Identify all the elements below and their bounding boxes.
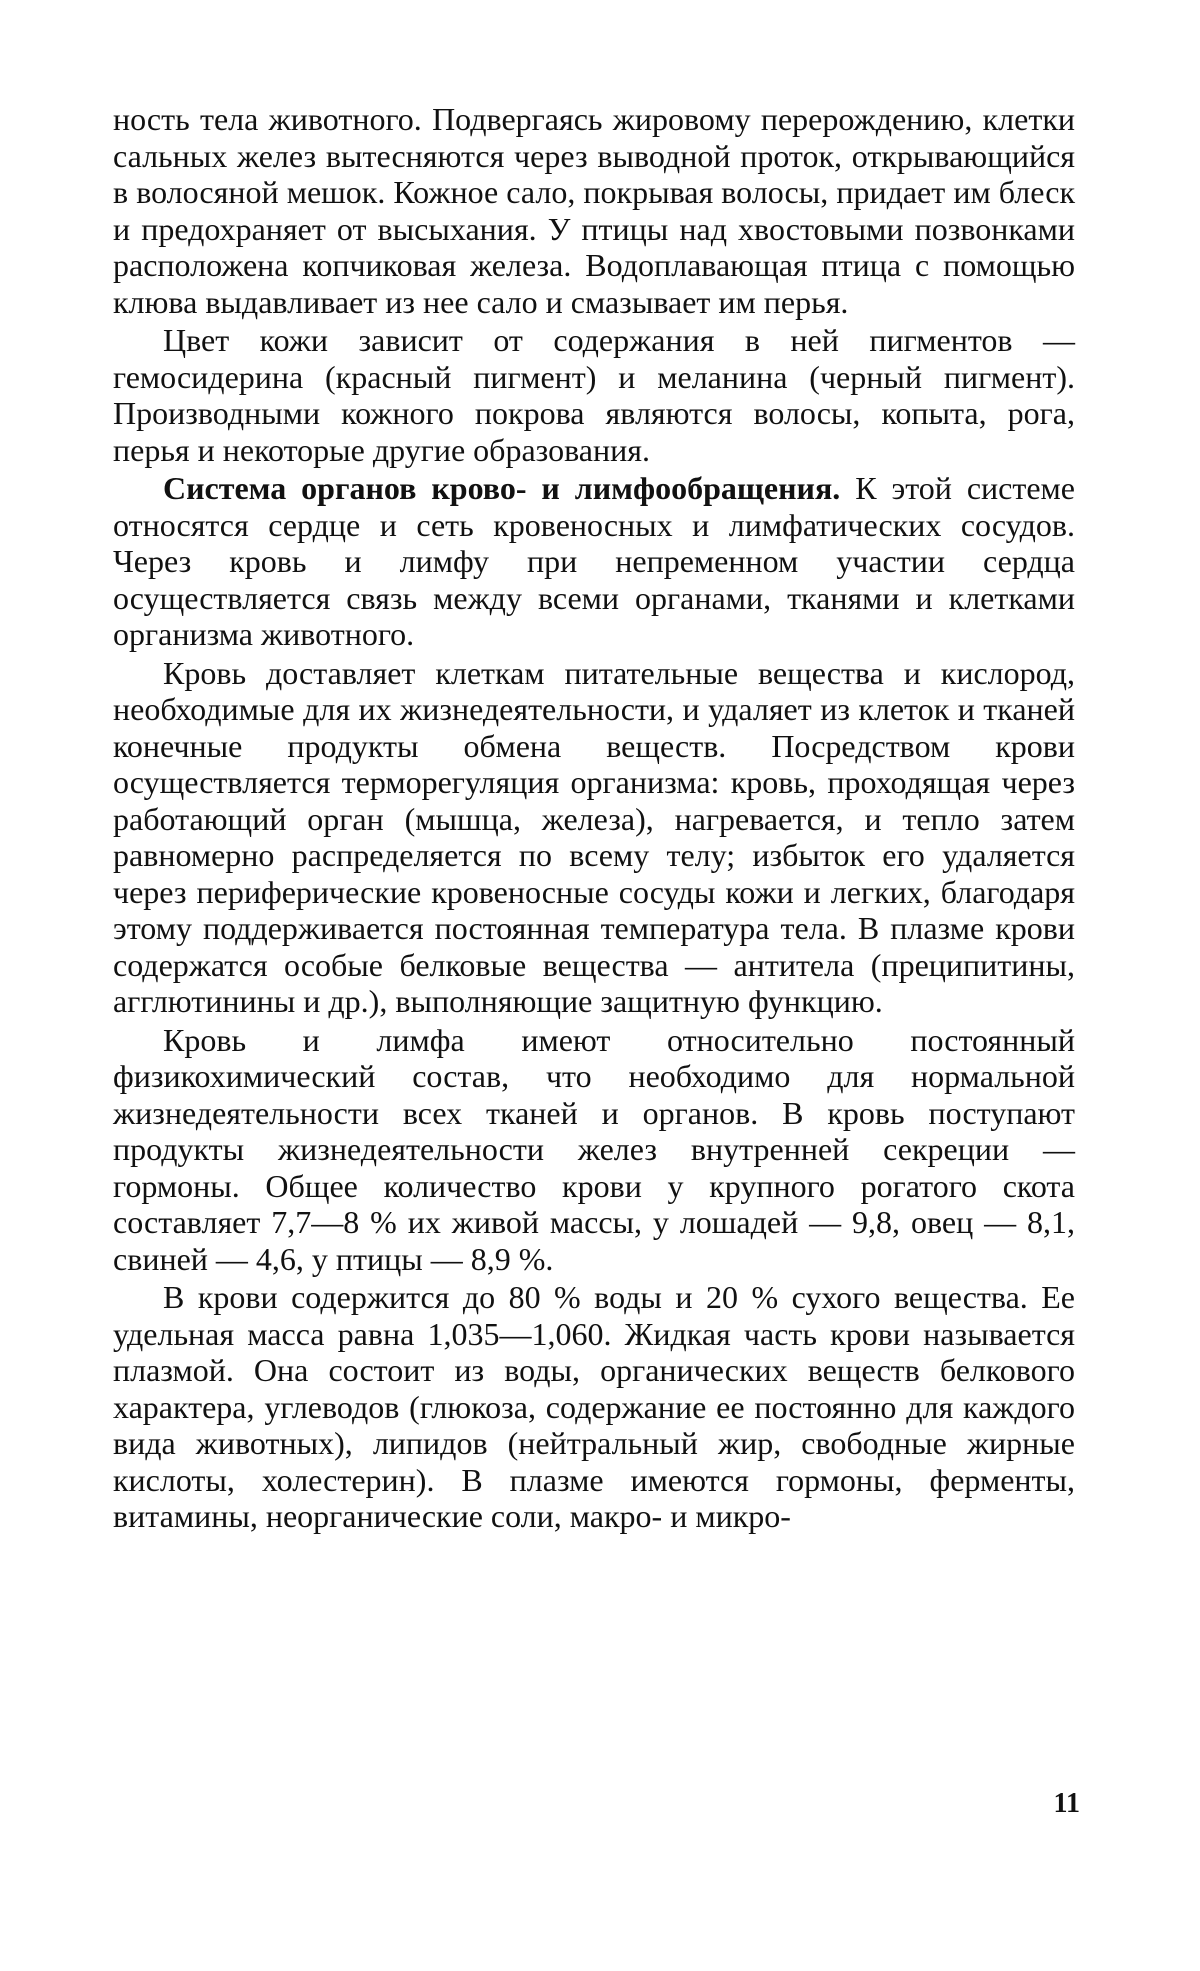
paragraph-6 bbox=[113, 1279, 1075, 1535]
paragraph-text: К этой системе относятся сердце и сеть кровеносных и лимфатических сосудов. Через кровь и лимфу при непременном участии сердца осуществляется связь между всеми органами, тканями и клетками организма животного. bbox=[113, 470, 1076, 652]
paragraph-text: В крови содержится до 80 % воды и 20 % сухого вещества. Ее удельная масса равна 1,035—1,060. Жидкая часть крови называется плазмой. Она состоит из воды, органических веществ белкового характера, углеводов (глюкоза, содержание ее постоянно для каждого вида животных), липидов (нейтральный жир, свободные жирные кислоты, холестерин). В плазме имеются гормоны, ферменты, витамины, неорганические соли, макро- и микро- bbox=[113, 1279, 1075, 1534]
paragraph-text: Кровь и лимфа имеют относительно постоянный физикохимический состав, что необходимо для нормальной жизнедеятельности всех тканей и органов. В кровь поступают продукты жизнедеятельности желез внутренней секреции — гормоны. Общее количество крови у крупного рогатого скота составляет 7,7—8 % их живой массы, у лошадей — 9,8, овец — 8,1, свиней — 4,6, у птицы — 8,9 %. bbox=[113, 1021, 1075, 1277]
paragraph-3 bbox=[113, 470, 1075, 653]
paragraph-text: ность тела животного. Подвергаясь жировому перерождению, клетки сальных желез вытесняются через выводной проток, открывающийся в волосяной мешок. Кожное сало, покрывая волосы, придает им блеск и предохраняет от высыхания. У птицы над хвостовыми позвонками расположена копчиковая железа. Водоплавающая птица с помощью клюва выдавливает из нее сало и смазывает им перья. bbox=[113, 101, 1075, 320]
paragraph-2 bbox=[113, 322, 1075, 468]
body-text bbox=[113, 101, 1075, 1535]
page-number: 11 bbox=[1053, 1788, 1080, 1819]
paragraph-text: Цвет кожи зависит от содержания в ней пигментов — гемосидерина (красный пигмент) и меланина (черный пигмент). Производными кожного покрова являются волосы, копыта, рога, перья и некоторые другие образования. bbox=[113, 322, 1075, 468]
paragraph-5 bbox=[113, 1022, 1075, 1278]
section-heading: Система органов крово- и лимфообращения. bbox=[163, 470, 841, 506]
paragraph-text: Кровь доставляет клеткам питательные вещества и кислород, необходимые для их жизнедеятельности, и удаляет из клеток и тканей конечные продукты обмена веществ. Посредством крови осуществляется терморегуляция организма: кровь, проходящая через работающий орган (мышца, железа), нагревается, и тепло затем равномерно распределяется по всему телу; избыток его удаляется через периферические кровеносные сосуды кожи и легких, благодаря этому поддерживается постоянная температура тела. В плазме крови содержатся особые белковые вещества — антитела (преципитины, агглютинины и др.), выполняющие защитную функцию. bbox=[113, 654, 1075, 1019]
paragraph-4 bbox=[113, 655, 1075, 1020]
paragraph-1 bbox=[113, 101, 1075, 320]
